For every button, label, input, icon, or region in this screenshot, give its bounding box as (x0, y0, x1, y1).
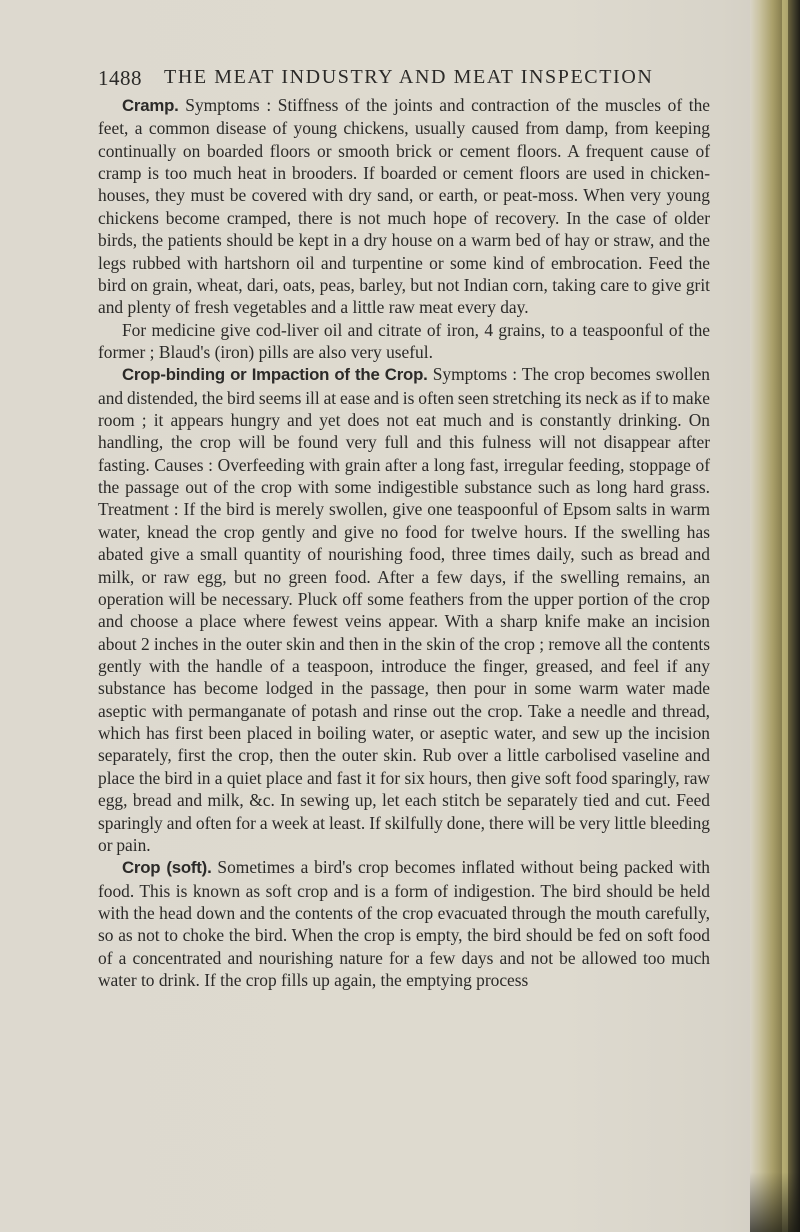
page-number: 1488 (98, 66, 142, 90)
paragraph-text: Symptoms : The crop becomes swollen and distended, the bird seems ill at ease and is often seen stretching its neck as if to make room ; it appears hungry and yet does not eat much and is constantly drinking. On handling, the crop will be found very full and this fulness will not disappear after fasting. Causes : Overfeeding with grain after a long fast, irregular feeding, stoppage of the passage out of the crop with some indigestible substance such as long hard grass. Treatment : If the bird is merely swollen, give one teaspoonful of Epsom salts in warm water, knead the crop gently and give no food for twelve hours. If the swelling has abated give a small quantity of nourishing food, three times daily, such as bread and milk, or raw egg, but no green food. After a few days, if the swelling remains, an operation will be necessary. Pluck off some feathers from the upper portion of the crop and choose a place where fewest veins appear. With a sharp knife make an incision about 2 inches in the outer skin and then in the skin of the crop ; remove all the contents gently with the handle of a teaspoon, introduce the finger, greased, and feel if any substance has become lodged in the passage, then pour in some warm water made aseptic with permanganate of potash and rinse out the crop. Take a needle and thread, which has first been placed in boiling water, or aseptic water, and sew up the incision separately, first the crop, then the outer skin. Rub over a little carbolised vaseline and place the bird in a quiet place and fast it for six hours, then give soft food sparingly, raw egg, bread and milk, &c. In sewing up, let each stitch be separately tied and cut. Feed sparingly and often for a week at least. If skilfully done, there will be very little bleeding or pain. (98, 364, 710, 855)
book-binding-shadow (750, 1172, 800, 1232)
running-head: THE MEAT INDUSTRY AND MEAT INSPECTION (164, 66, 654, 88)
paragraph-text: Sometimes a bird's crop becomes inflated without being packed with food. This is known as soft crop and is a form of indigestion. The bird should be held with the head down and the contents of the crop evacuated through the mouth carefully, so as not to choke the bird. When the crop is empty, the bird should be fed on soft food of a concentrated and nourishing nature for a few days and not be allowed too much water to drink. If the crop fills up again, the emptying process (98, 857, 710, 991)
paragraph-cramp (98, 94, 710, 319)
body-text (98, 94, 710, 991)
paragraph-text: For medicine give cod-liver oil and citrate of iron, 4 grains, to a teaspoonful of the former ; Blaud's (iron) pills are also very useful. (98, 319, 710, 362)
book-binding-edge (750, 0, 800, 1232)
page-header (98, 66, 738, 92)
paragraph-medicine (98, 319, 710, 364)
entry-heading-soft-crop: Crop (soft). (122, 858, 212, 878)
paragraph-crop-binding (98, 363, 710, 856)
entry-heading-cramp: Cramp. (122, 96, 179, 115)
entry-heading-crop-binding: Crop-binding or Impaction of the Crop. (122, 365, 428, 385)
paragraph-text: Symptoms : Stiffness of the joints and contraction of the muscles of the feet, a common disease of young chickens, usually caused from damp, from keeping continually on boarded floors or smooth brick or cement floors. A frequent cause of cramp is too much heat in brooders. If boarded or cement floors are used in chicken-houses, they must be covered with dry sand, or earth, or peat-moss. When very young chickens become cramped, there is not much hope of recovery. In the case of older birds, the patients should be kept in a dry house on a warm bed of hay or straw, and the legs rubbed with hartshorn oil and turpentine or some kind of embrocation. Feed the bird on grain, wheat, dari, oats, peas, barley, but not Indian corn, taking care to give grit and plenty of fresh vegetables and a little raw meat every day. (98, 95, 710, 318)
paragraph-soft-crop (98, 856, 710, 991)
book-binding-stripe (782, 0, 788, 1232)
